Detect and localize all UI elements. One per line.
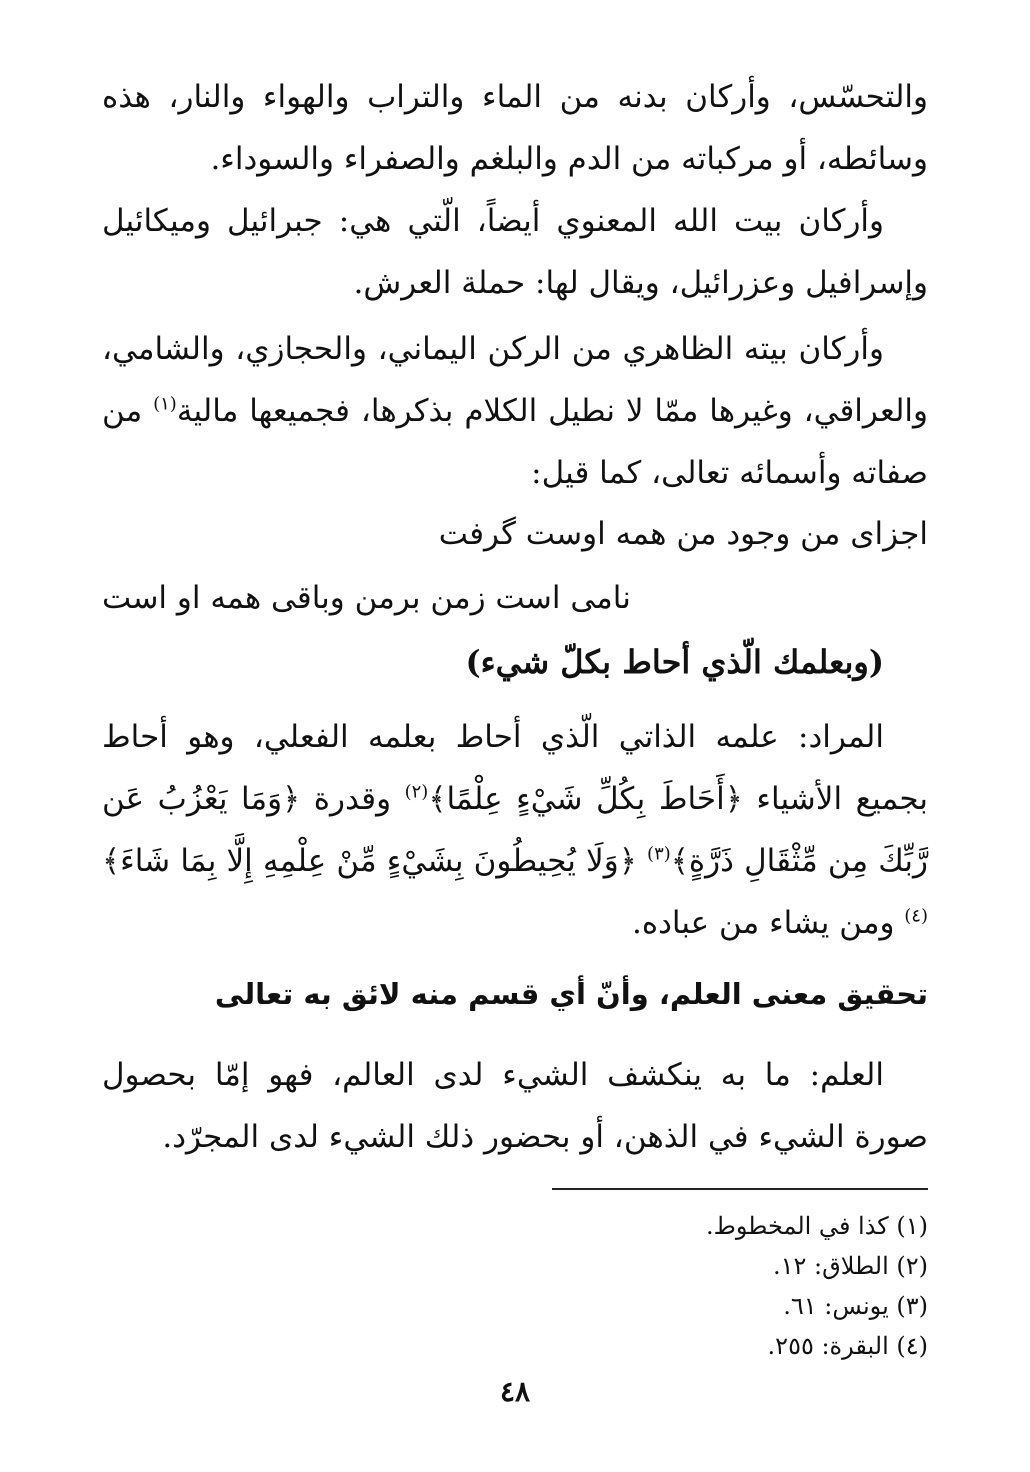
quran-verse-2: ﴿وَمَا يَعْزُبُ عَن رَّبِّكَ مِن مِّثْقَالِ ذَرَّةٍ﴾ — [102, 781, 928, 879]
paragraph-body-elements: والتحسّس، وأركان بدنه من الماء والتراب والهواء والنار، هذه وسائطه، أو مركباته من الدم والبلغم والصفراء والسوداء. — [102, 79, 928, 177]
persian-verse-line-2: نامی است زمن برمن وباقی همه او است — [102, 580, 631, 616]
paragraph-angels — [102, 190, 928, 314]
footnote-4: (٤) البقرة: ٢٥٥. — [767, 1332, 928, 1360]
footnote-ref-3: (٣) — [647, 843, 671, 865]
prayer-phrase-subheading: (وبعلمك الّذي أحاط بكلّ شيء) — [465, 643, 884, 681]
footnote-3: (٣) يونس: ٦١. — [783, 1292, 928, 1320]
footnote-ref-2: (٢) — [404, 781, 429, 803]
p4-text-4: ومن يشاء من عباده. — [631, 905, 905, 941]
footnotes — [102, 1206, 928, 1366]
footnote-separator — [552, 1188, 928, 1190]
paragraph-knowledge-meaning — [102, 706, 928, 954]
paragraph-angels-text: وأركان بيت الله المعنوي أيضاً، الّتي هي: جبرائيل وميكائيل وإسرافيل وعزرائيل، ويقال لها: حملة العرش. — [102, 203, 928, 301]
page-number: ٤٨ — [499, 1375, 531, 1408]
p5-text: العلم: ما به ينكشف الشيء لدى العالم، فهو إمّا بحصول صورة الشيء في الذهن، أو بحضور ذلك الشيء لدى المجرّد. — [102, 1057, 928, 1155]
p4-text-1: المراد: علمه الذاتي الّذي أحاط بعلمه الفعلي، وهو أحاط بجميع الأشياء — [102, 719, 929, 817]
p4-text-2: وقدرة — [300, 781, 405, 817]
paragraph-kaaba-text-1: وأركان بيته الظاهري من الركن اليماني، والحجازي، والشامي، والعراقي، وغيرها ممّا لا نطيل الكلام بذكرها، فجميعها مالية — [102, 331, 928, 429]
paragraph-kaaba-text-2: من صفاته وأسمائه تعالى، كما قيل: — [102, 393, 928, 491]
footnote-1: (١) كذا في المخطوط. — [706, 1212, 928, 1240]
quran-verse-3: ﴿وَلَا يُحِيطُونَ بِشَيْءٍ مِّنْ عِلْمِهِ إِلَّا بِمَا شَاءَ﴾ — [102, 843, 637, 879]
p4-text-3 — [637, 843, 647, 879]
persian-verse-line-1: اجزای من وجود من همه اوست گرفت — [438, 516, 928, 552]
footnote-ref-4: (٤) — [904, 905, 928, 927]
footnote-ref-1: (١) — [153, 393, 177, 415]
section-heading: تحقيق معنى العلم، وأنّ أي قسم منه لائق به تعالى — [214, 977, 928, 1011]
quran-verse-1: ﴿أَحَاطَ بِكُلِّ شَيْءٍ عِلْمًا﴾ — [428, 781, 743, 817]
paragraph-knowledge-definition — [102, 1044, 928, 1168]
footnote-2: (٢) الطلاق: ١٢. — [772, 1252, 928, 1280]
paragraph-kaaba-corners — [102, 318, 928, 504]
